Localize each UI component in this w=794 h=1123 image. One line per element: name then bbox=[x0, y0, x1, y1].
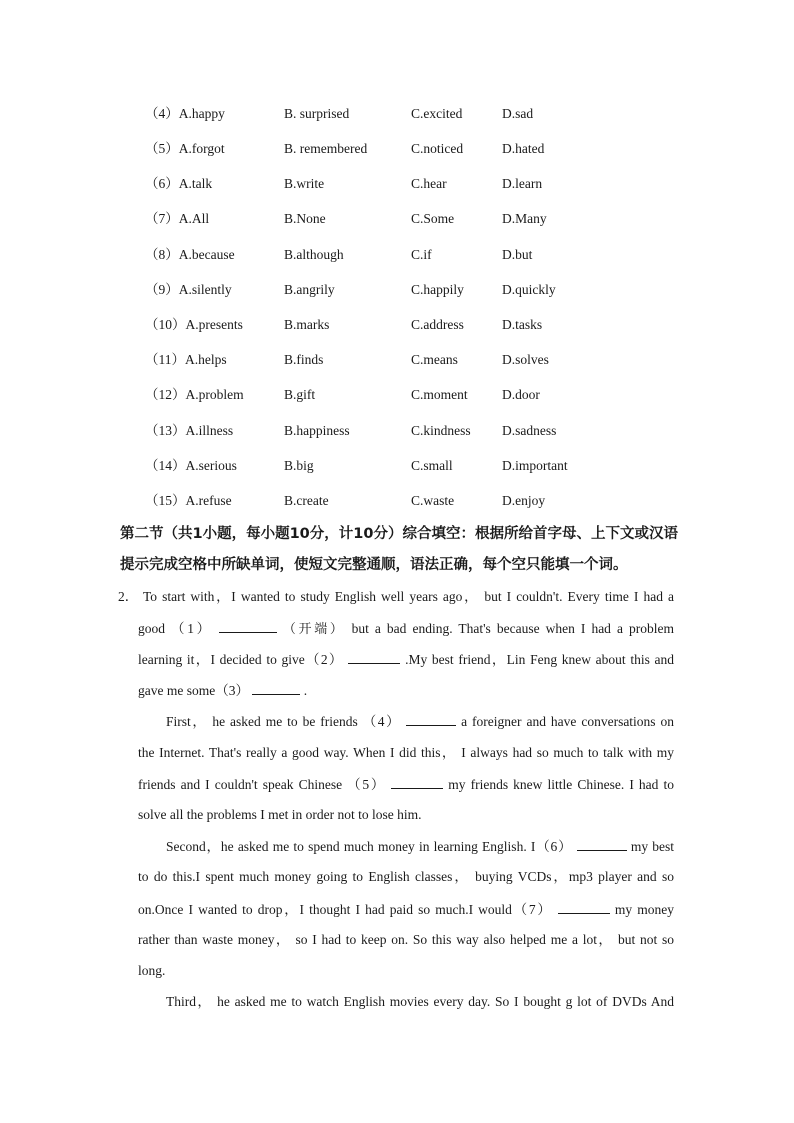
option-a: （7）A.All bbox=[145, 211, 210, 226]
option-d: D.important bbox=[502, 458, 568, 473]
option-d: D.hated bbox=[502, 141, 545, 156]
option-c: C.kindness bbox=[411, 423, 471, 438]
option-row bbox=[0, 174, 794, 194]
option-a: （11）A.helps bbox=[145, 352, 227, 367]
option-d: D.learn bbox=[502, 176, 543, 191]
passage-line: the Internet. That's really a good way. When I did this， I always had so much to talk with my bbox=[138, 745, 674, 760]
passage-text: my friends knew little Chinese. I had to bbox=[448, 777, 674, 792]
passage-line: to do this.I spent much money going to English classes， buying VCDs，mp3 player and so bbox=[138, 869, 674, 884]
option-b: B.although bbox=[284, 247, 344, 262]
option-row bbox=[0, 139, 794, 159]
passage-text: my money bbox=[614, 902, 675, 917]
passage-text: .My best friend，Lin Feng knew about this and bbox=[405, 652, 675, 667]
passage-text: my best bbox=[630, 839, 675, 854]
passage-text: . bbox=[303, 683, 308, 698]
option-c: C.hear bbox=[411, 176, 447, 191]
option-c: C.small bbox=[411, 458, 453, 473]
option-row bbox=[0, 456, 794, 476]
option-d: D.Many bbox=[502, 211, 547, 226]
passage-line bbox=[138, 899, 674, 919]
option-b: B.happiness bbox=[284, 423, 350, 438]
option-c: C.address bbox=[411, 317, 464, 332]
option-row bbox=[0, 245, 794, 265]
passage-text: First， he asked me to be friends （4） bbox=[166, 714, 402, 729]
option-c: C.means bbox=[411, 352, 458, 367]
option-c: C.Some bbox=[411, 211, 455, 226]
option-a: （13）A.illness bbox=[145, 423, 234, 438]
option-row bbox=[0, 315, 794, 335]
passage-line bbox=[138, 680, 307, 700]
option-a: （4）A.happy bbox=[145, 106, 225, 121]
passage-line: Third， he asked me to watch English movies every day. So I bought g lot of DVDs And bbox=[166, 994, 674, 1009]
option-a: （10）A.presents bbox=[145, 317, 243, 332]
answer-blank-7[interactable] bbox=[558, 899, 610, 914]
passage-text: gave me some（3） bbox=[138, 683, 249, 698]
option-d: D.sad bbox=[502, 106, 534, 121]
option-d: D.tasks bbox=[502, 317, 543, 332]
section-heading bbox=[120, 524, 680, 544]
option-d: D.sadness bbox=[502, 423, 557, 438]
option-d: D.enjoy bbox=[502, 493, 546, 508]
option-c: C.waste bbox=[411, 493, 455, 508]
option-b: B.angrily bbox=[284, 282, 335, 297]
option-c: C.happily bbox=[411, 282, 464, 297]
answer-blank-1[interactable] bbox=[219, 618, 277, 633]
option-row bbox=[0, 491, 794, 511]
passage-text: good （1） bbox=[138, 621, 213, 636]
option-a: （15）A.refuse bbox=[145, 493, 232, 508]
passage-line: solve all the problems I met in order not to lose him. bbox=[138, 807, 422, 822]
option-b: B.big bbox=[284, 458, 314, 473]
answer-blank-3[interactable] bbox=[252, 680, 300, 695]
option-row bbox=[0, 421, 794, 441]
option-c: C.noticed bbox=[411, 141, 464, 156]
option-b: B. remembered bbox=[284, 141, 368, 156]
option-row bbox=[0, 209, 794, 229]
option-b: B.marks bbox=[284, 317, 330, 332]
option-a: （9）A.silently bbox=[145, 282, 232, 297]
option-row bbox=[0, 280, 794, 300]
option-b: B.gift bbox=[284, 387, 316, 402]
option-d: D.solves bbox=[502, 352, 549, 367]
section-heading bbox=[120, 555, 680, 575]
option-row bbox=[0, 385, 794, 405]
option-d: D.door bbox=[502, 387, 540, 402]
option-b: B.create bbox=[284, 493, 329, 508]
passage-text: friends and I couldn't speak Chinese （5） bbox=[138, 777, 387, 792]
answer-blank-4[interactable] bbox=[406, 711, 456, 726]
passage-text: learning it，I decided to give（2） bbox=[138, 652, 344, 667]
passage-line bbox=[138, 649, 674, 669]
option-c: C.if bbox=[411, 247, 432, 262]
passage-text: but a bad ending. That's because when I had a problem bbox=[351, 621, 674, 636]
passage-text: on.Once I wanted to drop，I thought I had paid so much.I would（7） bbox=[138, 902, 553, 917]
option-row bbox=[0, 104, 794, 124]
section-heading-line1: 第二节（共1小题，每小题10分，计10分）综合填空：根据所给首字母、上下文或汉语 bbox=[120, 526, 678, 542]
option-b: B.None bbox=[284, 211, 326, 226]
option-b: B.write bbox=[284, 176, 325, 191]
option-b: B. surprised bbox=[284, 106, 350, 121]
passage-line bbox=[138, 774, 674, 794]
option-row bbox=[0, 350, 794, 370]
passage-line: To start with，I wanted to study English well years ago， but I couldn't. Every time I had a bbox=[143, 589, 674, 604]
option-a: （6）A.talk bbox=[145, 176, 213, 191]
passage-text: Second，he asked me to spend much money in learning English. I（6） bbox=[166, 839, 573, 854]
passage-line bbox=[166, 711, 674, 731]
option-c: C.excited bbox=[411, 106, 463, 121]
passage-line: long. bbox=[138, 963, 166, 978]
question-number: 2． bbox=[118, 589, 139, 604]
hint-text: （开端） bbox=[282, 622, 346, 637]
passage-line bbox=[166, 836, 674, 856]
option-a: （12）A.problem bbox=[145, 387, 244, 402]
option-d: D.but bbox=[502, 247, 533, 262]
option-c: C.moment bbox=[411, 387, 468, 402]
option-a: （5）A.forgot bbox=[145, 141, 225, 156]
passage-text: a foreigner and have conversations on bbox=[461, 714, 675, 729]
passage-line bbox=[138, 618, 674, 638]
option-a: （14）A.serious bbox=[145, 458, 237, 473]
option-b: B.finds bbox=[284, 352, 324, 367]
option-a: （8）A.because bbox=[145, 247, 235, 262]
section-heading-line2: 提示完成空格中所缺单词，使短文完整通顺，语法正确，每个空只能填一个词。 bbox=[120, 557, 628, 573]
answer-blank-2[interactable] bbox=[348, 649, 400, 664]
passage-line: rather than waste money， so I had to keep on. So this way also helped me a lot， but not so bbox=[138, 932, 674, 947]
option-d: D.quickly bbox=[502, 282, 556, 297]
answer-blank-5[interactable] bbox=[391, 774, 443, 789]
answer-blank-6[interactable] bbox=[577, 836, 627, 851]
